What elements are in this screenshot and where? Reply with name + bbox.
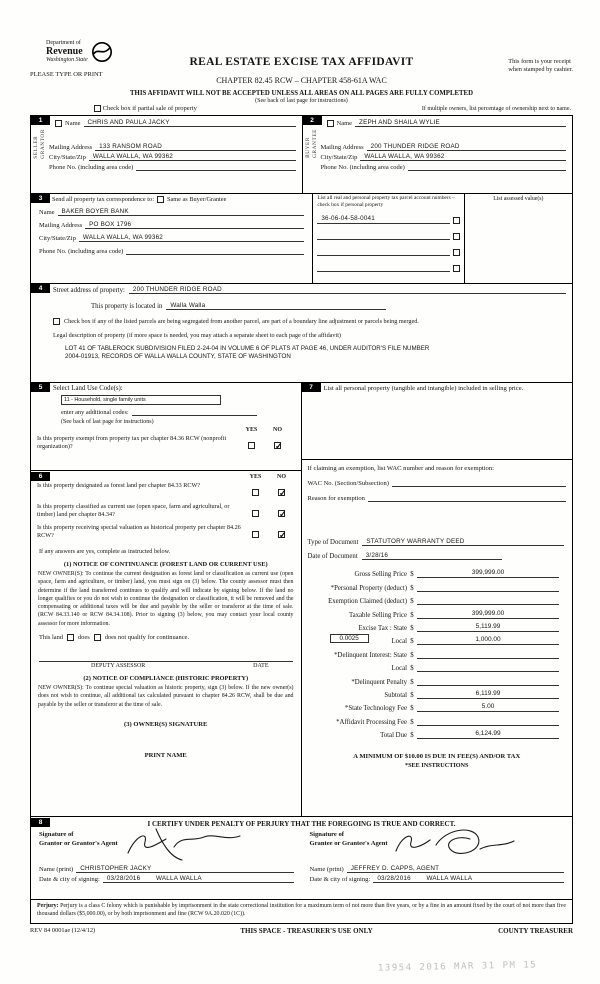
- grantee-signature-label-2: Grantee or Grantee's Agent: [309, 839, 388, 847]
- deputy-assessor-row: [39, 661, 293, 669]
- no-header: NO: [273, 427, 282, 433]
- if-yes-note: If any answers are yes, complete as instructed below.: [39, 548, 171, 555]
- notice-compliance-body: NEW OWNER(S): To continue special valuation as historic property, sign (3) below. If the new owner(s) does not wish to continue, all additional tax calculated pursuant to chapter 84.26 RCW, shall be due and payable by the seller or transferor at the time of sale.: [38, 685, 294, 708]
- money-row-processing-fee: *Affidavit Processing Fee $: [302, 712, 573, 725]
- notice-continuance-title: (1) NOTICE OF CONTINUANCE (FOREST LAND OR CURRENT USE): [63, 561, 268, 568]
- delinquent-penalty-value[interactable]: [417, 677, 559, 686]
- deputy-assessor-label: DEPUTY ASSESSOR: [91, 663, 146, 670]
- notice-compliance-title: (2) NOTICE OF COMPLIANCE (HISTORIC PROPERTY): [83, 675, 249, 683]
- grantor-name-print-value[interactable]: CHRISTOPHER JACKY: [76, 865, 293, 873]
- money-row-total: Total Due $ 6,124.99: [302, 726, 573, 739]
- dor-logo: [46, 40, 113, 63]
- certify-statement: I CERTIFY UNDER PENALTY OF PERJURY THAT THE FOREGOING IS TRUE AND CORRECT.: [147, 820, 456, 828]
- located-in-value[interactable]: Walla Walla: [166, 302, 386, 310]
- current-use-question: Is this property classified as current use (open space, farm and agricultural, or timber) land per chapter 84.34?: [37, 503, 230, 518]
- grantor-signature-label-1: Signature of: [39, 831, 74, 838]
- seller-name-value[interactable]: CHRIS AND PAULA JACKY: [84, 119, 296, 127]
- dor-logo-text: [46, 40, 88, 63]
- dor-swoosh-icon: [91, 41, 113, 63]
- current-use-no-checkbox[interactable]: [278, 510, 285, 517]
- section-7-number: 7: [302, 383, 321, 392]
- buyer-city-value[interactable]: WALLA WALLA, WA 99362: [360, 153, 566, 161]
- corr-name-label: Name: [39, 209, 55, 216]
- seller-phone-label: Phone No. (including area code): [49, 164, 134, 171]
- grantee-date-city-line[interactable]: [373, 875, 564, 883]
- forest-land-question: Is this property designated as forest land per chapter 84.33 RCW?: [37, 482, 201, 489]
- delinquent-interest-state-value[interactable]: [417, 650, 559, 659]
- doc-type-value[interactable]: STATUTORY WARRANTY DEED: [362, 538, 564, 546]
- corr-mailing-value[interactable]: PO BOX 1796: [85, 221, 304, 229]
- land-use-see-back: (See back of last page for instructions): [61, 419, 154, 425]
- perjury-statement: [31, 900, 572, 923]
- same-as-buyer-label: Same as Buyer/Grantee: [166, 196, 227, 203]
- assessed-values-header: List assessed value(s): [493, 196, 544, 202]
- street-address-label: Street address of property:: [53, 287, 125, 294]
- money-row-tech-fee: *State Technology Fee $ 5.00: [302, 699, 573, 712]
- land-use-title: Select Land Use Code(s):: [53, 385, 123, 392]
- buyer-name-value[interactable]: ZEPH AND SHAILA WYLIE: [355, 119, 566, 127]
- historic-question: Is this property receiving special valuation as historical property per chapter 84.26 RCW?: [37, 524, 241, 539]
- section-8-number: 8: [31, 818, 50, 827]
- washington-state-label: Washington State: [46, 57, 88, 63]
- print-name-label: PRINT NAME: [144, 751, 187, 759]
- minimum-due-note: A MINIMUM OF $10.00 IS DUE IN FEE(S) AND/OR TAX: [353, 753, 521, 761]
- partial-sale-label: Check box if partial sale of property: [102, 105, 197, 112]
- parcel-number-blank[interactable]: [317, 231, 449, 240]
- forest-yes-checkbox[interactable]: [252, 489, 259, 496]
- grantor-date-city-label: Date & city of signing:: [39, 876, 100, 883]
- does-not-qualify-checkbox[interactable]: [94, 634, 101, 641]
- buyer-phone-label: Phone No. (including area code): [320, 164, 405, 171]
- buyer-name-label: Name: [336, 120, 353, 127]
- grantee-name-print-value[interactable]: JEFFREY D. CAPPS, AGENT: [347, 865, 564, 873]
- designation-section: [31, 471, 301, 816]
- grantee-signature-label-1: Signature of: [309, 831, 344, 838]
- corr-city-value[interactable]: WALLA WALLA, WA 99362: [79, 234, 304, 242]
- perjury-label: Perjury:: [37, 903, 59, 909]
- exempt-no-checkbox[interactable]: [274, 442, 281, 449]
- receipt-note: [508, 58, 573, 74]
- section-5-number: 5: [31, 383, 50, 392]
- subtotal-value[interactable]: 6,119.99: [417, 690, 559, 699]
- legal-description-label: Legal description of property (if more space is needed, you may attach a separate sheet to each page of the affidavit): [53, 332, 341, 339]
- revenue-label: Revenue: [46, 46, 83, 57]
- grantee-name-print-label: Name (print): [309, 866, 344, 873]
- notice-continuance-body: NEW OWNER(S): To continue the current designation as forest land or classification as current use (open space, farm and agriculture, or timber) land, you must sign on (3) below. The county assessor must then determine if the land transferred continues to qualify and will indicate by signing below. If the land no longer qualifies or you do not wish to continue the designation or classification, it will be removed and the compensating or additional taxes will be due and payable by the seller or transferor at the time of sale. (RCW 84.33.140 or RCW 84.34.108). Prior to signing (3) below, you may contact your local county assessor for more information.: [38, 571, 294, 627]
- grantor-signature[interactable]: [122, 827, 252, 861]
- perjury-text: Perjury is a class C felony which is punishable by imprisonment in the state correctional institution for a maximum term of not more than five years, or by a fine in an amount fixed by the court of not more than five thousand dollars ($5,000.00), or by both imprisonment and fine (RCW 9A.20.020 (1C)).: [37, 903, 566, 917]
- yes-header: YES: [249, 474, 262, 480]
- excise-tax-table: [302, 565, 573, 739]
- middle-sections: [31, 383, 572, 817]
- buyer-word: BUYER: [304, 136, 311, 158]
- grantee-date-city-label: Date & city of signing:: [309, 876, 371, 883]
- parcel-4-personal-checkbox[interactable]: [453, 265, 460, 272]
- corr-city-label: City/State/Zip: [39, 235, 76, 242]
- correspondence-section: [31, 194, 572, 284]
- total-due-value[interactable]: 6,124.99: [417, 730, 559, 739]
- dept-of-label: Department of: [46, 40, 81, 46]
- doc-type-label: Type of Document: [307, 539, 359, 546]
- see-back-note: (See back of last page for instructions): [255, 98, 348, 104]
- buyer-name-checkbox[interactable]: [327, 120, 334, 127]
- no-header: NO: [277, 474, 286, 480]
- land-use-code-field[interactable]: 11 - Household, single family units: [61, 395, 221, 405]
- sale-section: [302, 383, 573, 816]
- buyer-mailing-label: Mailing Address: [320, 144, 364, 151]
- grantor-date-city-line[interactable]: [103, 875, 294, 883]
- exemption-claim-label: If claiming an exemption, list WAC number and reason for exemption:: [307, 465, 494, 472]
- rev-number: REV 84 0001ae (12/4/12): [30, 927, 96, 935]
- wac-number-field[interactable]: [392, 479, 566, 487]
- segregated-label: Check box if any of the listed parcels are being segregated from another parcel, are part of a boundary line adjustment or parcels being merged.: [64, 318, 419, 325]
- seller-phone-value[interactable]: [136, 163, 295, 171]
- section-1-number: 1: [31, 116, 50, 125]
- corr-phone-value[interactable]: [126, 247, 304, 255]
- grantee-signature[interactable]: [392, 827, 522, 861]
- grantee-date-value[interactable]: 03/28/2016: [377, 875, 411, 882]
- legal-line-2: 2004-01913, RECORDS OF WALLA WALLA COUNTY, STATE OF WASHINGTON: [65, 353, 291, 361]
- local-rate-field[interactable]: 0.0025: [330, 634, 369, 643]
- grantee-city-value[interactable]: WALLA WALLA: [426, 875, 473, 882]
- exempt-yes-checkbox[interactable]: [248, 442, 255, 449]
- property-section: [31, 284, 572, 383]
- personal-property-label: List all personal property (tangible and intangible) included in selling price.: [323, 385, 524, 392]
- grantor-signature-label-2: Grantor or Grantor's Agent: [39, 839, 118, 847]
- grantor-date-value[interactable]: 03/28/2016: [106, 875, 141, 882]
- multiple-owners-note: If multiple owners, list percentage of ownership next to name.: [421, 105, 571, 112]
- grantor-name-print-label: Name (print): [39, 866, 74, 873]
- send-correspondence-label: Send all property tax correspondence to:: [52, 196, 154, 203]
- grantor-word: GRANTOR: [40, 129, 46, 159]
- county-treasurer-label: COUNTY TREASURER: [498, 926, 573, 935]
- date-label: DATE: [253, 663, 269, 670]
- money-row-taxable: Taxable Selling Price $ 399,999.00: [302, 605, 573, 618]
- parties-row: [31, 116, 572, 194]
- cashier-stamp: 13954 2016 MAR 31 PM 15: [377, 960, 538, 974]
- grantee-signature-block: [302, 831, 573, 883]
- delinquent-interest-local-value[interactable]: [417, 663, 559, 672]
- wac-number-label: WAC No. (Section/Subsection): [307, 480, 389, 487]
- exemption-reason-label: Reason for exemption: [307, 495, 365, 502]
- money-row-excise-local: 0.0025 Local $ 1,000.00: [302, 632, 573, 645]
- excise-tax-local-value[interactable]: 1,000.00: [417, 636, 559, 645]
- additional-codes-field[interactable]: [132, 408, 257, 416]
- gross-selling-price-value[interactable]: 399,999.00: [417, 569, 559, 578]
- chapter-line: CHAPTER 82.45 RCW – CHAPTER 458-61A WAC: [216, 76, 387, 85]
- exempt-question: Is this property exempt from property tax per chapter 84.36 RCW (nonprofit organization)?: [37, 435, 227, 450]
- seller-word: SELLER: [33, 135, 39, 159]
- parcel-1-personal-checkbox[interactable]: [453, 217, 460, 224]
- seller-mailing-label: Mailing Address: [49, 144, 93, 151]
- corr-phone-label: Phone No. (including area code): [39, 248, 124, 255]
- money-row-subtotal: Subtotal $ 6,119.99: [302, 686, 573, 699]
- money-row-delinquent-interest-state: *Delinquent Interest: State $: [302, 645, 573, 658]
- section-4-number: 4: [31, 284, 50, 293]
- grantee-word: GRANTEE: [311, 129, 318, 158]
- grantor-signature-block: [31, 831, 302, 883]
- form-title: REAL ESTATE EXCISE TAX AFFIDAVIT: [189, 56, 414, 68]
- same-as-buyer-checkbox[interactable]: [157, 196, 164, 203]
- corr-name-value[interactable]: BAKER BOYER BANK: [58, 208, 305, 216]
- form-body: [30, 115, 573, 924]
- yes-header: YES: [245, 427, 258, 433]
- taxable-selling-price-value[interactable]: 399,999.00: [417, 610, 559, 619]
- seller-name-label: Name: [65, 120, 81, 127]
- does-not-label: does not qualify for continuance.: [104, 634, 189, 642]
- buyer-mailing-value[interactable]: 200 THUNDER RIDGE ROAD: [367, 143, 566, 151]
- money-row-delinquent-interest-local: Local $: [302, 659, 573, 672]
- forest-no-checkbox[interactable]: [278, 489, 285, 496]
- current-use-yes-checkbox[interactable]: [252, 510, 259, 517]
- buyer-city-label: City/State/Zip: [320, 154, 358, 161]
- exemption-reason-field[interactable]: [368, 494, 566, 502]
- money-row-excise-state: Excise Tax : State $ 5,119.99: [302, 619, 573, 632]
- grantor-city-value[interactable]: WALLA WALLA: [155, 875, 202, 882]
- parcel-number-blank[interactable]: [317, 247, 449, 256]
- treasurer-space-label: THIS SPACE - TREASURER'S USE ONLY: [240, 926, 373, 935]
- does-qualify-checkbox[interactable]: [67, 634, 74, 641]
- parcel-2-personal-checkbox[interactable]: [453, 233, 460, 240]
- parcel-numbers-header: List all real and personal property tax parcel account numbers – check box if personal property: [317, 195, 455, 208]
- section-6-number: 6: [31, 472, 50, 481]
- legal-description-value[interactable]: [65, 345, 566, 362]
- segregated-checkbox[interactable]: [53, 318, 60, 325]
- seller-city-value[interactable]: WALLA WALLA, WA 99362: [89, 153, 296, 161]
- doc-date-label: Date of Document: [307, 553, 358, 560]
- section-2-number: 2: [303, 116, 322, 125]
- partial-sale-checkbox[interactable]: [94, 105, 101, 112]
- doc-date-value[interactable]: 3/28/16: [362, 552, 502, 560]
- owners-signature-label: (3) OWNER(S) SIGNATURE: [124, 720, 208, 728]
- historic-no-checkbox[interactable]: [278, 531, 285, 538]
- historic-yes-checkbox[interactable]: [252, 531, 259, 538]
- seller-section: [31, 116, 302, 193]
- seller-side-label: [33, 129, 46, 159]
- street-address-value[interactable]: 200 THUNDER RIDGE ROAD: [129, 286, 566, 294]
- personal-property-deduct-value[interactable]: [417, 583, 559, 592]
- buyer-section: [302, 116, 573, 193]
- seller-city-label: City/State/Zip: [49, 154, 86, 161]
- parcel-3-personal-checkbox[interactable]: [453, 249, 460, 256]
- certification-section: [31, 817, 572, 900]
- money-row-exemption-deduct: Exemption Claimed (deduct) $: [302, 592, 573, 605]
- seller-name-checkbox[interactable]: [55, 120, 62, 127]
- warning-line: THIS AFFIDAVIT WILL NOT BE ACCEPTED UNLESS ALL AREAS ON ALL PAGES ARE FULLY COMPLETED: [130, 90, 473, 97]
- see-instructions-note: *SEE INSTRUCTIONS: [405, 762, 469, 770]
- legal-line-1: LOT 41 OF TABLEROCK SUBDIVISION FILED 2-24-04 IN VOLUME 6 OF PLATS AT PAGE 46, UNDER AUDITOR'S FILE NUMBER: [65, 345, 430, 352]
- please-type-note: PLEASE TYPE OR PRINT: [30, 71, 103, 78]
- land-use-section: [31, 383, 301, 471]
- seller-mailing-value[interactable]: 133 RANSOM ROAD: [95, 143, 295, 151]
- this-land-label: This land: [39, 634, 63, 642]
- section-3-number: 3: [31, 194, 50, 203]
- located-in-label: This property is located in: [91, 303, 163, 310]
- additional-codes-label: enter any additional codes:: [61, 409, 129, 416]
- receipt-line2: when stamped by cashier.: [508, 66, 573, 73]
- buyer-phone-value[interactable]: [408, 163, 566, 171]
- form-header: [30, 38, 573, 102]
- money-row-gross: Gross Selling Price $ 399,999.00: [302, 565, 573, 578]
- parcel-number-value[interactable]: 36-06-04-58-0041: [317, 215, 449, 224]
- receipt-line1: This form is your receipt: [508, 58, 571, 65]
- excise-tax-state-value[interactable]: 5,119.99: [417, 623, 559, 632]
- does-label: does: [77, 634, 90, 642]
- form-footer: [30, 927, 573, 935]
- parcel-number-blank[interactable]: [317, 263, 449, 272]
- buyer-side-label: [305, 129, 318, 158]
- state-technology-fee-value[interactable]: 5.00: [417, 703, 559, 712]
- money-row-personal-deduct: *Personal Property (deduct) $: [302, 578, 573, 591]
- exemption-claimed-value[interactable]: [417, 596, 559, 605]
- partial-sale-row: [30, 105, 573, 112]
- affidavit-processing-fee-value[interactable]: [417, 717, 559, 726]
- money-row-delinquent-penalty: *Delinquent Penalty $: [302, 672, 573, 685]
- corr-mailing-label: Mailing Address: [39, 222, 83, 229]
